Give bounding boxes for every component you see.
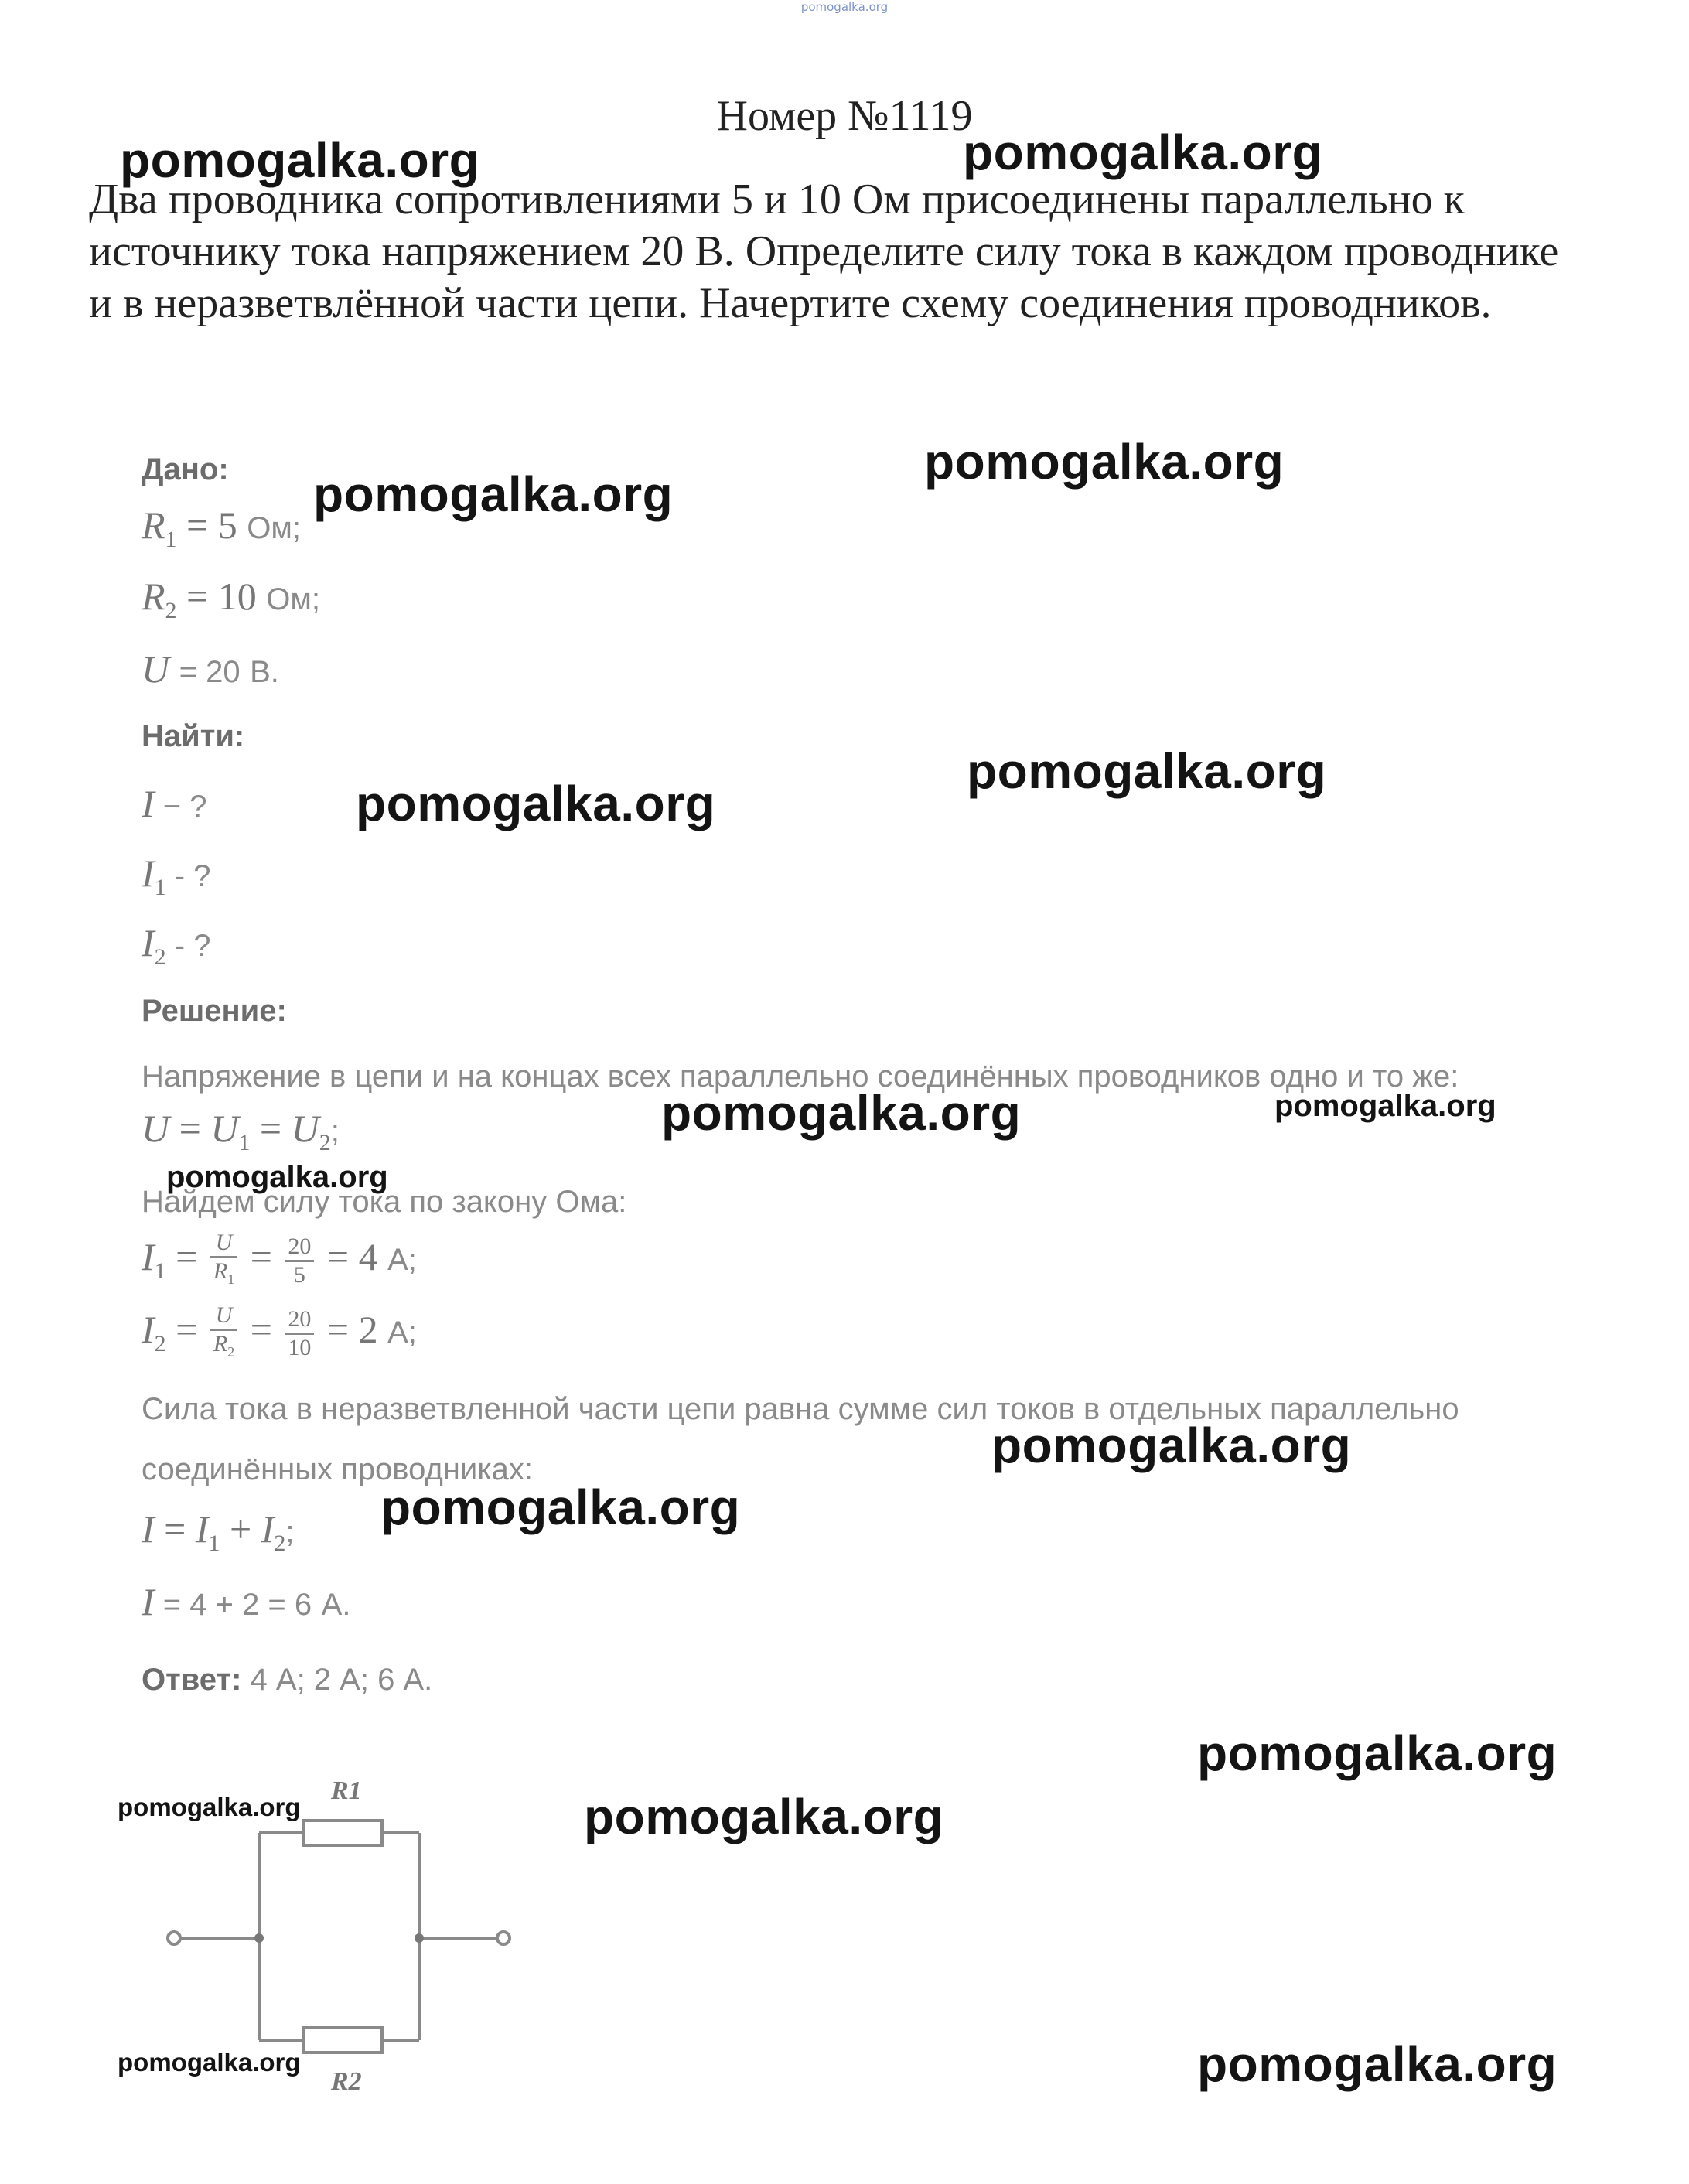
equation-sum: $I = I_1 + I_2$; (142, 1507, 295, 1556)
given-heading: Дано: (142, 452, 229, 486)
solution-text-2: Найдем силу тока по закону Ома: (142, 1185, 627, 1219)
equation-voltage: $U = U_1 = U_2$; (142, 1107, 340, 1155)
find-heading: Найти: (142, 719, 245, 753)
watermark: pomogalka.org (166, 1160, 388, 1194)
equation-result: I = 4 + 2 = 6 А. (142, 1580, 351, 1623)
watermark: pomogalka.org (118, 1793, 301, 1821)
given-u: U = 20 В. (142, 647, 279, 691)
watermark: pomogalka.org (118, 2048, 301, 2077)
watermark: pomogalka.org (1197, 2036, 1558, 2092)
label-r2: R2 (331, 2067, 362, 2096)
given-r2: $R_2 = 10$ Ом; (142, 575, 320, 623)
page-title: Номер №1119 (716, 92, 973, 140)
watermark: pomogalka.org (924, 434, 1285, 490)
solution-text-3: Сила тока в неразветвленной части цепи равна сумме сил токов в отдельных параллельно (142, 1392, 1459, 1426)
equation-i1: $I_1$ = $\frac{U}{R_1}$ = $\frac{20}{5}$ = 4 А; (142, 1230, 417, 1288)
answer-line (142, 1663, 432, 1698)
answer-label: Ответ: (142, 1663, 242, 1697)
given-r1: $R_1 = 5$ Ом; (142, 503, 301, 552)
solution-heading: Решение: (142, 994, 287, 1028)
left-terminal (168, 1932, 180, 1944)
left-node (254, 1933, 264, 1943)
watermark: pomogalka.org (963, 125, 1323, 180)
watermark: pomogalka.org (1274, 1089, 1496, 1123)
watermark: pomogalka.org (356, 776, 716, 831)
watermark: pomogalka.org (120, 132, 480, 188)
watermark: pomogalka.org (1197, 1725, 1558, 1781)
resistor-r1 (303, 1821, 382, 1845)
find-i: I − ? (142, 782, 207, 825)
resistor-r2 (303, 2028, 382, 2053)
find-i1: $I_1$ - ? (142, 851, 211, 900)
watermark: pomogalka.org (380, 1479, 741, 1535)
find-i2: $I_2$ - ? (142, 921, 211, 970)
equation-i2: $I_2$ = $\frac{U}{R_2}$ = $\frac{20}{10}$ = 2 А; (142, 1302, 417, 1360)
solution-text-1: Напряжение в цепи и на концах всех параллельно соединённых проводников одно и то же: (142, 1060, 1459, 1094)
watermark: pomogalka.org (967, 743, 1327, 799)
answer-value: 4 А; 2 А; 6 А. (250, 1663, 433, 1697)
label-r1: R1 (331, 1776, 362, 1805)
top-watermark: pomogalka.org (800, 0, 889, 14)
watermark: pomogalka.org (661, 1085, 1022, 1141)
watermark: pomogalka.org (313, 466, 674, 522)
problem-text: Два проводника сопротивлениями 5 и 10 Ом присоединены параллельно к источнику тока напряжением 20 В. Определите силу тока в каждом проводнике и в неразветвлённой части цепи. Начертите схему соединения проводников. (89, 176, 1559, 327)
watermark: pomogalka.org (991, 1418, 1352, 1473)
right-terminal (497, 1932, 510, 1944)
solution-text-3b: соединённых проводниках: (142, 1452, 533, 1486)
right-node (415, 1933, 424, 1943)
watermark: pomogalka.org (584, 1789, 944, 1844)
